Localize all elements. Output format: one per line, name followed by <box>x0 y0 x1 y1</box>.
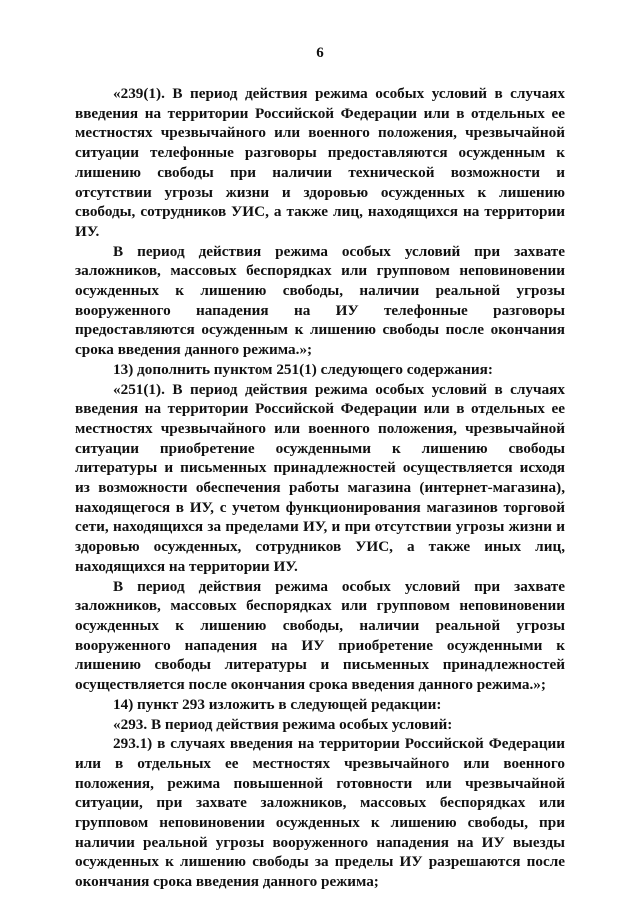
paragraph-item-13: 13) дополнить пунктом 251(1) следующего содержания: <box>113 360 493 378</box>
page-number: 6 <box>316 45 324 61</box>
paragraph-293-intro: «293. В период действия режима особых условий: <box>113 715 453 733</box>
paragraph-251-1-hostage-clause: В период действия режима особых условий при захвате заложников, массовых беспорядках или групповом неповиновении осужденных к лишению свободы, наличии реальной угрозы вооруженного нападения на ИУ приобретение осужденными к лишению свободы литературы и письменных принадлежностей осуществляется после окончания срока введения данного режима.»; <box>75 577 565 694</box>
paragraph-239-1-hostage-clause: В период действия режима особых условий при захвате заложников, массовых беспорядках или групповом неповиновении осужденных к лишению свободы, наличии реальной угрозы вооруженного нападения на ИУ телефонные разговоры предоставляются осужденным к лишению свободы после окончания срока введения данного режима.»; <box>75 242 565 359</box>
paragraph-239-1: «239(1). В период действия режима особых условий в случаях введения на территории Российской Федерации или в отдельных ее местностях чрезвычайного или военного положения, чрезвычайной ситуации телефонные разговоры предоставляются осужденным к лишению свободы при наличии технической возможности и отсутствии угрозы жизни и здоровью осужденных к лишению свободы, сотрудников УИС, а также лиц, находящихся на территории ИУ. <box>75 85 565 240</box>
paragraph-293-1: 293.1) в случаях введения на территории Российской Федерации или в отдельных ее местностях чрезвычайного или военного положения, режима повышенной готовности или чрезвычайной ситуации, при захвате заложников, массовых беспорядках или групповом неповиновении осужденных к лишению свободы, при наличии реальной угрозы вооруженного нападения на ИУ выезды осужденных к лишению свободы за пределы ИУ разрешаются после окончания срока введения данного режима; <box>75 735 565 891</box>
paragraph-251-1: «251(1). В период действия режима особых условий в случаях введения на территории Российской Федерации или в отдельных ее местностях чрезвычайного или военного положения, чрезвычайной ситуации приобретение осужденными к лишению свободы литературы и письменных принадлежностей осуществляется исходя из возможности обеспечения работы магазина (интернет-магазина), находящегося в ИУ, с учетом функционирования магазинов торговой сети, находящихся за пределами ИУ, и при отсутствии угрозы жизни и здоровью осужденных, сотрудников УИС, а также иных лиц, находящихся на территории ИУ. <box>75 380 565 575</box>
document-body <box>75 84 565 892</box>
paragraph-item-14: 14) пункт 293 изложить в следующей редакции: <box>113 695 442 713</box>
